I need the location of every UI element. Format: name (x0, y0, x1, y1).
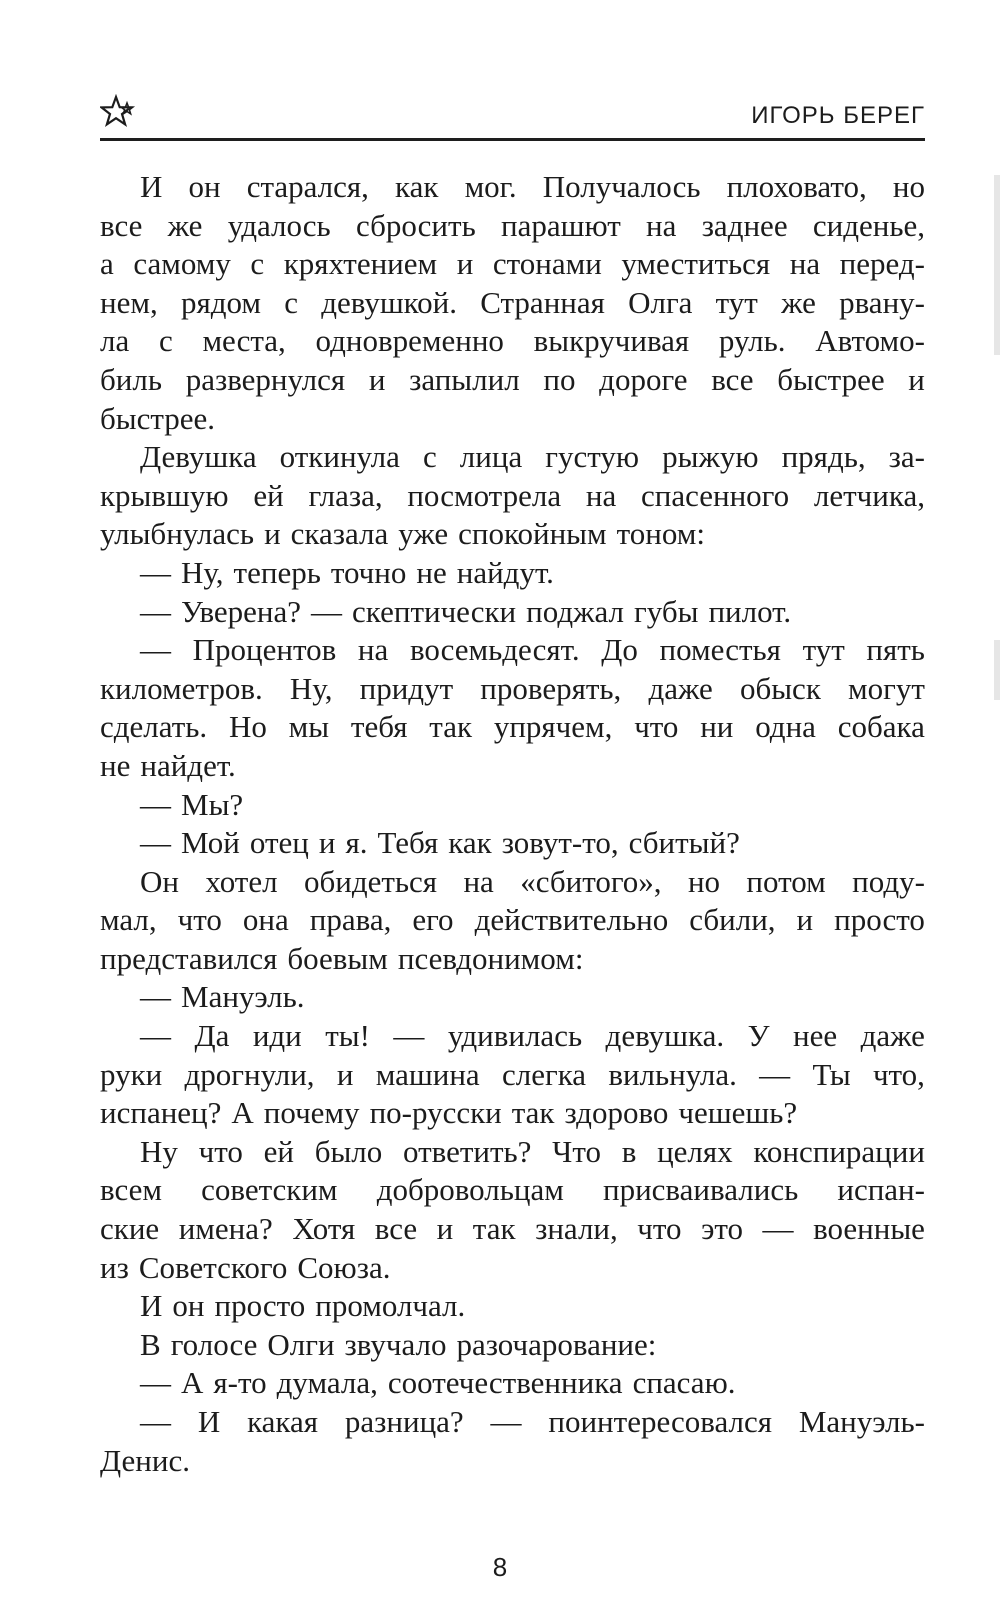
word: Получалось (542, 169, 701, 204)
word: улыбнулась (100, 516, 255, 552)
word: плоховато, (726, 169, 867, 204)
word: с (158, 323, 173, 359)
word: поместья (659, 632, 781, 668)
text-line (100, 477, 925, 516)
word: было (314, 1133, 383, 1169)
word: — (140, 1365, 171, 1401)
word: удалось (227, 207, 331, 243)
word: на (789, 246, 821, 282)
word: — (490, 1404, 522, 1439)
word: Олга (628, 284, 693, 320)
word: что (177, 902, 222, 938)
word: и (456, 246, 474, 282)
word: удивилась (447, 1018, 583, 1054)
word: так (472, 1211, 516, 1247)
text-line (100, 863, 925, 902)
word: Странная (480, 284, 605, 320)
word: добровольцам (376, 1172, 564, 1208)
word: представился (100, 940, 278, 976)
text-line (100, 168, 925, 207)
text-line (100, 747, 925, 786)
word: дрогнули, (184, 1056, 315, 1092)
word: Автомо- (815, 323, 925, 359)
word: прядь, (781, 439, 866, 475)
page-edge-mark (994, 640, 1000, 700)
word: не (416, 554, 447, 590)
text-line (100, 554, 925, 593)
word: крывшую (100, 477, 229, 513)
word: целях (657, 1133, 733, 1169)
text-line (100, 1017, 925, 1056)
word: рядом (180, 284, 261, 320)
word: глаза, (308, 477, 383, 513)
word: биль (100, 361, 162, 397)
word: ла (100, 323, 130, 359)
word: как (448, 825, 492, 861)
word: имена? (178, 1211, 273, 1247)
word: быстрее (777, 361, 885, 397)
text-line (100, 1442, 925, 1481)
word: хотел (205, 863, 278, 899)
word: и (368, 361, 386, 397)
word: я-то (213, 1365, 267, 1401)
word: А (231, 1095, 254, 1131)
word: дороге (599, 361, 688, 397)
word: Ну, (289, 670, 333, 706)
text-line (100, 824, 925, 863)
word: Ты (812, 1056, 851, 1092)
word: потом (746, 863, 826, 899)
word: Уверена? (181, 593, 302, 629)
text-line (100, 978, 925, 1017)
word: мог. (464, 169, 517, 204)
author-name: ИГОРЬ БЕРЕГ (751, 102, 925, 129)
text-line (100, 361, 925, 400)
word: присваивались (602, 1172, 799, 1208)
word: места, (202, 323, 286, 359)
page-edge-mark (994, 175, 1000, 355)
word: — (311, 593, 343, 629)
text-line (100, 1249, 925, 1288)
word: ответить? (403, 1133, 532, 1169)
word: сделать. (100, 709, 208, 745)
word: это (701, 1211, 744, 1247)
word: старался, (246, 169, 369, 204)
word: найдет. (140, 747, 236, 783)
text-line (100, 322, 925, 361)
word: — (759, 1056, 791, 1092)
word: за- (888, 439, 925, 475)
word: — (140, 1404, 171, 1439)
word: тебя (350, 709, 408, 745)
text-line (100, 207, 925, 246)
word: но (687, 863, 721, 899)
word: Он (140, 863, 179, 899)
word: — (140, 632, 171, 668)
word: рыжую (662, 439, 759, 475)
word: А (181, 1365, 204, 1401)
word: все (100, 207, 143, 243)
word: И (140, 1288, 163, 1324)
word: с (284, 284, 298, 320)
word: он (172, 1288, 205, 1324)
text-line (100, 940, 925, 979)
word: парашют (500, 207, 621, 243)
word: вильнула. (608, 1056, 737, 1092)
word: пилот. (708, 593, 792, 629)
text-line (100, 245, 925, 284)
word: Тебя (377, 825, 439, 861)
word: посмотрела (407, 477, 562, 513)
word: Мой (181, 825, 240, 861)
word: мал, (100, 902, 157, 938)
word: мы (288, 709, 330, 745)
word: Союза. (297, 1249, 391, 1285)
word: Олги (267, 1326, 335, 1362)
word: Процентов (192, 632, 337, 668)
word: тоном: (616, 516, 705, 552)
running-header (100, 92, 925, 141)
word: одна (755, 709, 816, 745)
word: здорово (564, 1095, 669, 1131)
word: поджал (526, 593, 625, 629)
word: И (197, 1404, 221, 1439)
word: что (637, 1211, 682, 1247)
word: с (250, 246, 265, 282)
word: откинула (279, 439, 400, 475)
word: в (621, 1133, 637, 1169)
text-line (100, 670, 925, 709)
word: машина (375, 1056, 480, 1092)
word: голосе (170, 1326, 258, 1362)
word: ни (700, 709, 734, 745)
star-outline-icon (100, 94, 140, 130)
word: поинтересовался (548, 1404, 772, 1439)
word: лица (459, 439, 523, 475)
word: по (543, 361, 576, 397)
word: заднее (701, 207, 788, 243)
word: «сбитого», (520, 863, 662, 899)
word: обыск (739, 670, 821, 706)
word: скептически (352, 593, 517, 629)
word: точно (330, 554, 407, 590)
word: Ну (140, 1133, 178, 1169)
word: сиденье, (812, 207, 925, 243)
word: запылил (409, 361, 520, 397)
word: — (762, 1211, 794, 1247)
word: всем (100, 1172, 162, 1208)
word: — (140, 979, 171, 1015)
word: соотечественника (387, 1365, 623, 1401)
word: тут (715, 284, 758, 320)
word: ские (100, 1211, 160, 1247)
word: даже (860, 1018, 925, 1054)
word: нем, (100, 284, 158, 320)
word: губы (634, 593, 699, 629)
word: советским (201, 1172, 338, 1208)
word: псевдонимом: (397, 940, 584, 976)
text-line (100, 1364, 925, 1403)
text-line (100, 1326, 925, 1365)
word: собака (837, 709, 925, 745)
text-line (100, 1171, 925, 1210)
word: по-русски (369, 1095, 502, 1131)
word: — (393, 1018, 425, 1054)
word: слегка (501, 1056, 587, 1092)
word: военные (813, 1211, 925, 1247)
word: почему (263, 1095, 360, 1131)
word: выкручивая (533, 323, 690, 359)
text-line (100, 1133, 925, 1172)
text-line (100, 1287, 925, 1326)
word: уместиться (621, 246, 771, 282)
word: проверять, (480, 670, 622, 706)
word: зовут-то, (501, 825, 619, 861)
word: просто (214, 1288, 306, 1324)
word: быстрее. (100, 400, 216, 436)
word: — (140, 1018, 171, 1054)
word: Да (194, 1018, 230, 1054)
word: одновременно (315, 323, 504, 359)
word: как (395, 169, 439, 204)
word: густую (545, 439, 640, 475)
word: Советского (138, 1249, 288, 1285)
word: и (908, 361, 925, 397)
word: сбили, (689, 902, 776, 938)
word: восемьдесят. (409, 632, 580, 668)
word: так (429, 709, 473, 745)
word: придут (359, 670, 454, 706)
text-line (100, 400, 925, 439)
word: знали, (535, 1211, 618, 1247)
word: стонами (492, 246, 602, 282)
word: летчика, (813, 477, 925, 513)
word: Мы? (181, 786, 244, 822)
word: До (601, 632, 638, 668)
word: — (140, 786, 171, 822)
word: просто (834, 902, 925, 938)
word: его (412, 902, 454, 938)
word: и (264, 516, 281, 552)
word: обидеться (303, 863, 438, 899)
word: нее (793, 1018, 838, 1054)
text-line (100, 593, 925, 632)
word: она (242, 902, 289, 938)
word: тут (802, 632, 845, 668)
word: ей (253, 477, 284, 513)
text-line (100, 631, 925, 670)
word: думала, (276, 1365, 378, 1401)
word: отец (249, 825, 309, 861)
word: и (336, 1056, 354, 1092)
word: найдут. (456, 554, 554, 590)
word: что, (872, 1056, 925, 1092)
word: с (422, 439, 437, 475)
word: поду- (852, 863, 925, 899)
word: В (140, 1326, 161, 1362)
word: на (357, 632, 389, 668)
word: испанец? (100, 1095, 222, 1131)
word: я. (345, 825, 368, 861)
word: и (318, 825, 336, 861)
text-line (100, 438, 925, 477)
word: он (188, 169, 221, 204)
word: и (436, 1211, 454, 1247)
body-text (100, 168, 925, 1480)
word: — (140, 593, 171, 629)
word: но (892, 169, 925, 204)
word: руки (100, 1056, 163, 1092)
word: Мануэль- (798, 1404, 925, 1439)
word: на (646, 207, 677, 243)
word: спокойным (458, 516, 607, 552)
word: — (140, 554, 171, 590)
word: ей (263, 1133, 294, 1169)
word: перед- (839, 246, 925, 282)
word: же (167, 207, 203, 243)
text-line (100, 901, 925, 940)
word: У (747, 1018, 770, 1054)
word: И (140, 169, 163, 204)
word: действительно (474, 902, 669, 938)
word: — (140, 825, 171, 861)
text-line (100, 515, 925, 554)
word: спасаю. (632, 1365, 736, 1401)
word: промолчал. (315, 1288, 466, 1324)
word: сказала (290, 516, 389, 552)
word: боевым (287, 940, 388, 976)
word: конспирации (753, 1133, 925, 1169)
word: не (100, 747, 131, 783)
word: Денис. (100, 1442, 190, 1478)
text-line (100, 1056, 925, 1095)
word: разочарование: (456, 1326, 657, 1362)
word: руль. (718, 323, 786, 359)
word: так (511, 1095, 555, 1131)
word: звучало (344, 1326, 447, 1362)
word: ты! (325, 1018, 370, 1054)
word: теперь (233, 554, 321, 590)
word: Девушка (140, 439, 257, 475)
text-line (100, 1403, 925, 1442)
word: какая (247, 1404, 319, 1439)
word: разница? (344, 1404, 464, 1439)
word: все (711, 361, 754, 397)
word: девушкой. (321, 284, 458, 320)
word: чешешь? (678, 1095, 798, 1131)
page-number: 8 (492, 1552, 508, 1582)
text-line (100, 1094, 925, 1133)
word: Мануэль. (181, 979, 305, 1015)
text-line (100, 786, 925, 825)
word: кряхтением (283, 246, 438, 282)
word: на (585, 477, 617, 513)
word: Хотя (292, 1211, 356, 1247)
word: сбитый? (628, 825, 740, 861)
word: Что (552, 1133, 601, 1169)
word: даже (648, 670, 713, 706)
word: все (374, 1211, 418, 1247)
word: что (198, 1133, 243, 1169)
text-line (100, 1210, 925, 1249)
word: и (796, 902, 814, 938)
word: рвану- (839, 284, 925, 320)
word: на (463, 863, 494, 899)
word: Но (228, 709, 267, 745)
word: спасенного (640, 477, 790, 513)
word: могут (848, 670, 925, 706)
text-line (100, 708, 925, 747)
word: километров. (100, 670, 263, 706)
word: права, (309, 902, 392, 938)
word: упрячем, (493, 709, 613, 745)
word: самому (133, 246, 231, 282)
word: сбросить (355, 207, 476, 243)
word: что (634, 709, 679, 745)
word: девушка. (605, 1018, 725, 1054)
word: же (781, 284, 816, 320)
text-line (100, 284, 925, 323)
word: Ну, (181, 554, 224, 590)
word: а (100, 246, 114, 282)
word: из (100, 1249, 129, 1285)
word: пять (866, 632, 925, 668)
word: иди (252, 1018, 302, 1054)
word: развернулся (185, 361, 346, 397)
word: испан- (837, 1172, 925, 1208)
word: уже (398, 516, 449, 552)
